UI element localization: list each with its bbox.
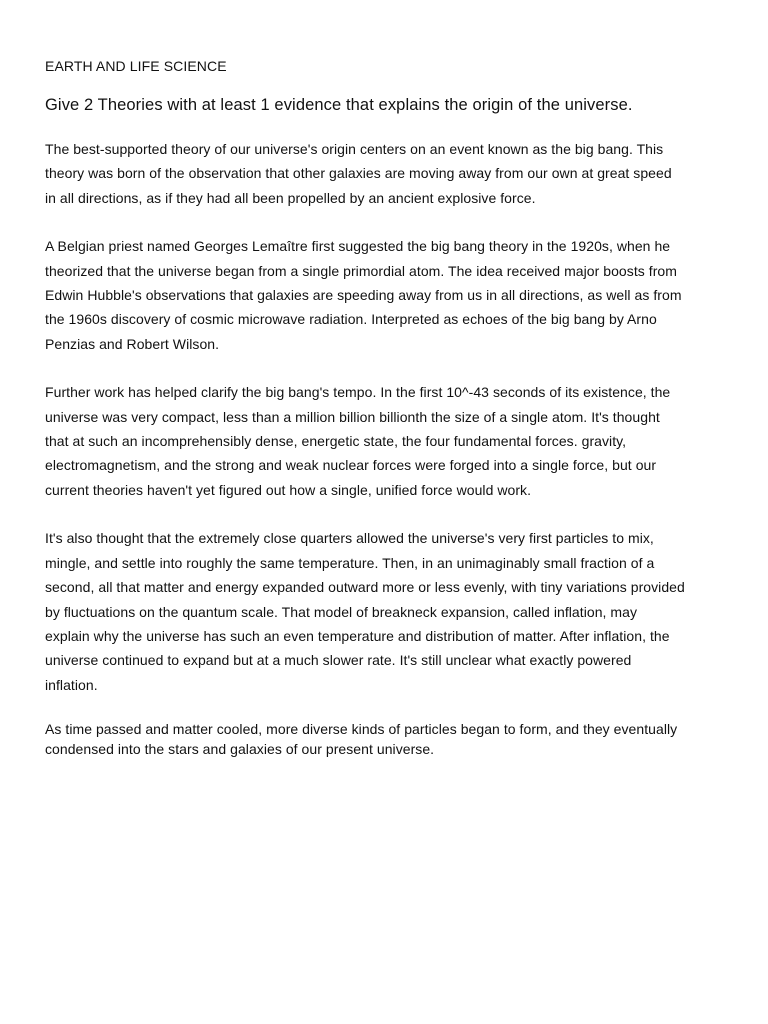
subject-heading: EARTH AND LIFE SCIENCE [45,58,227,74]
paragraph-1: The best-supported theory of our universe's origin centers on an event known as the big bang. This theory was born of the observation that other galaxies are moving away from our own at great speed in all directions, as if they had all been propelled by an ancient explosive force. [45,141,672,206]
paragraph-2: A Belgian priest named Georges Lemaître first suggested the big bang theory in the 1920s, when he theorized that the universe began from a single primordial atom. The idea received major boosts from Edwin Hubble's observations that galaxies are speeding away from us in all directions, as well as from the 1960s discovery of cosmic microwave radiation. Interpreted as echoes of the big bang by Arno Penzias and Robert Wilson. [45,238,682,352]
document-page [45,57,685,759]
paragraph-3: Further work has helped clarify the big bang's tempo. In the first 10^-43 seconds of its existence, the universe was very compact, less than a million billion billionth the size of a single atom. It's thought that at such an incomprehensibly dense, energetic state, the four fundamental forces. gravity, electromagnetism, and the strong and weak nuclear forces were forged into a single force, but our current theories haven't yet figured out how a single, unified force would work. [45,384,671,498]
paragraph-4: It's also thought that the extremely close quarters allowed the universe's very first particles to mix, mingle, and settle into roughly the same temperature. Then, in an unimaginably small fraction of a second, all that matter and energy expanded outward more or less evenly, with tiny variations provided by fluctuations on the quantum scale. That model of breakneck expansion, called inflation, may explain why the universe has such an even temperature and distribution of matter. After inflation, the universe continued to expand but at a much slower rate. It's still unclear what exactly powered inflation. [45,530,685,693]
question-title: Give 2 Theories with at least 1 evidence that explains the origin of the universe. [45,96,633,114]
paragraph-5: As time passed and matter cooled, more diverse kinds of particles began to form, and they eventually condensed into the stars and galaxies of our present universe. [45,721,678,758]
